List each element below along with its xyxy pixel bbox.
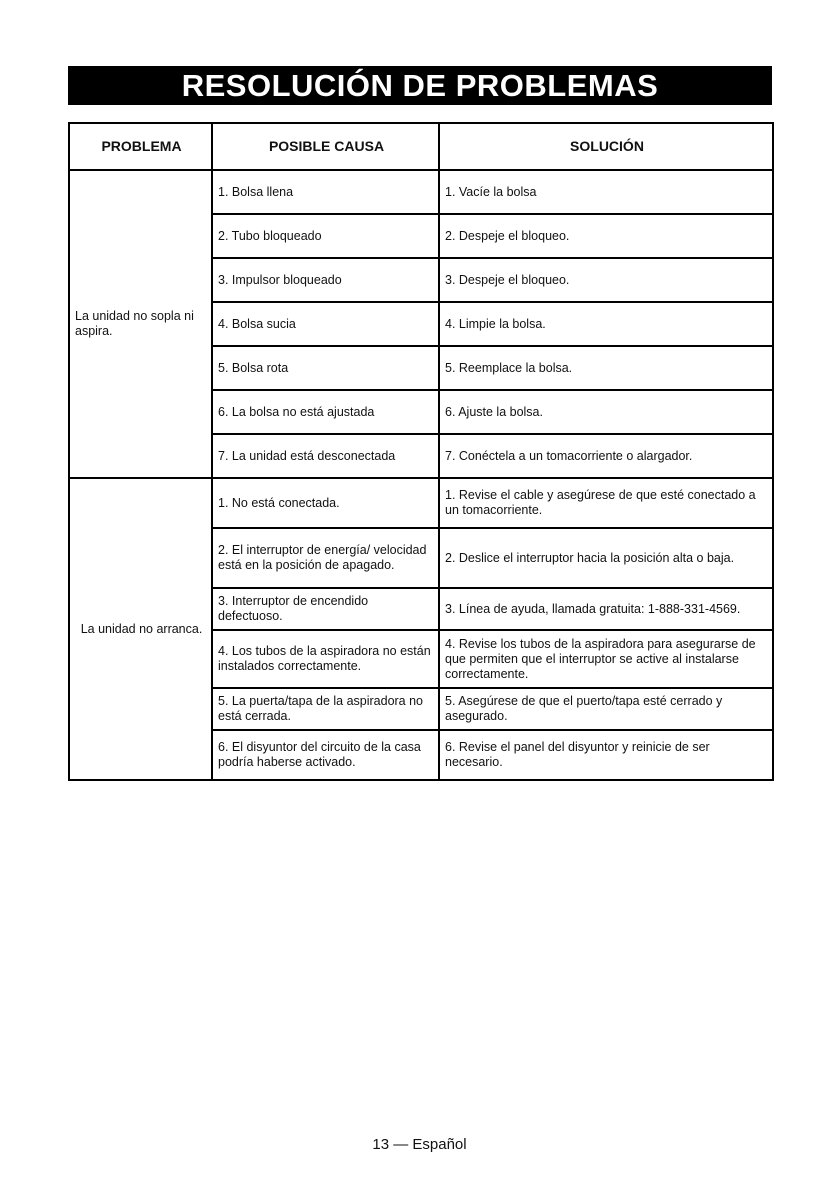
solution-cell: 5. Reemplace la bolsa. [439,346,773,390]
solution-cell: 1. Vacíe la bolsa [439,170,773,214]
cause-cell: 5. Bolsa rota [212,346,439,390]
page-footer: 13 — Español [372,1136,467,1153]
solution-cell: 1. Revise el cable y asegúrese de que esté conectado a un tomacorriente. [439,478,773,528]
header-solution: SOLUCIÓN [439,123,773,170]
solution-cell: 2. Despeje el bloqueo. [439,214,773,258]
cause-cell: 6. La bolsa no está ajustada [212,390,439,434]
cause-cell: 6. El disyuntor del circuito de la casa podría haberse activado. [212,730,439,780]
solution-cell: 6. Ajuste la bolsa. [439,390,773,434]
cause-cell: 2. El interruptor de energía/ velocidad está en la posición de apagado. [212,528,439,588]
solution-cell: 6. Revise el panel del disyuntor y reinicie de ser necesario. [439,730,773,780]
cause-cell: 3. Impulsor bloqueado [212,258,439,302]
solution-cell: 2. Deslice el interruptor hacia la posición alta o baja. [439,528,773,588]
solution-cell: 3. Línea de ayuda, llamada gratuita: 1-888-331-4569. [439,588,773,630]
cause-cell: 3. Interruptor de encendido defectuoso. [212,588,439,630]
cause-cell: 1. No está conectada. [212,478,439,528]
header-cause: POSIBLE CAUSA [212,123,439,170]
cause-cell: 2. Tubo bloqueado [212,214,439,258]
solution-cell: 4. Revise los tubos de la aspiradora para asegurarse de que permiten que el interruptor se active al instalarse correctamente. [439,630,773,688]
cause-cell: 7. La unidad está desconectada [212,434,439,478]
solution-cell: 5. Asegúrese de que el puerto/tapa esté cerrado y asegurado. [439,688,773,730]
troubleshooting-table [68,122,774,781]
table-row [69,170,773,214]
cause-cell: 1. Bolsa llena [212,170,439,214]
cause-cell: 4. Bolsa sucia [212,302,439,346]
cause-cell: 5. La puerta/tapa de la aspiradora no está cerrada. [212,688,439,730]
problem-cell: La unidad no sopla ni aspira. [69,170,212,478]
page-title: RESOLUCIÓN DE PROBLEMAS [68,66,772,105]
table-row [69,478,773,528]
table-header-row [69,123,773,170]
solution-cell: 4. Limpie la bolsa. [439,302,773,346]
header-problem: PROBLEMA [69,123,212,170]
solution-cell: 3. Despeje el bloqueo. [439,258,773,302]
cause-cell: 4. Los tubos de la aspiradora no están instalados correctamente. [212,630,439,688]
solution-cell: 7. Conéctela a un tomacorriente o alargador. [439,434,773,478]
problem-cell: La unidad no arranca. [69,478,212,780]
